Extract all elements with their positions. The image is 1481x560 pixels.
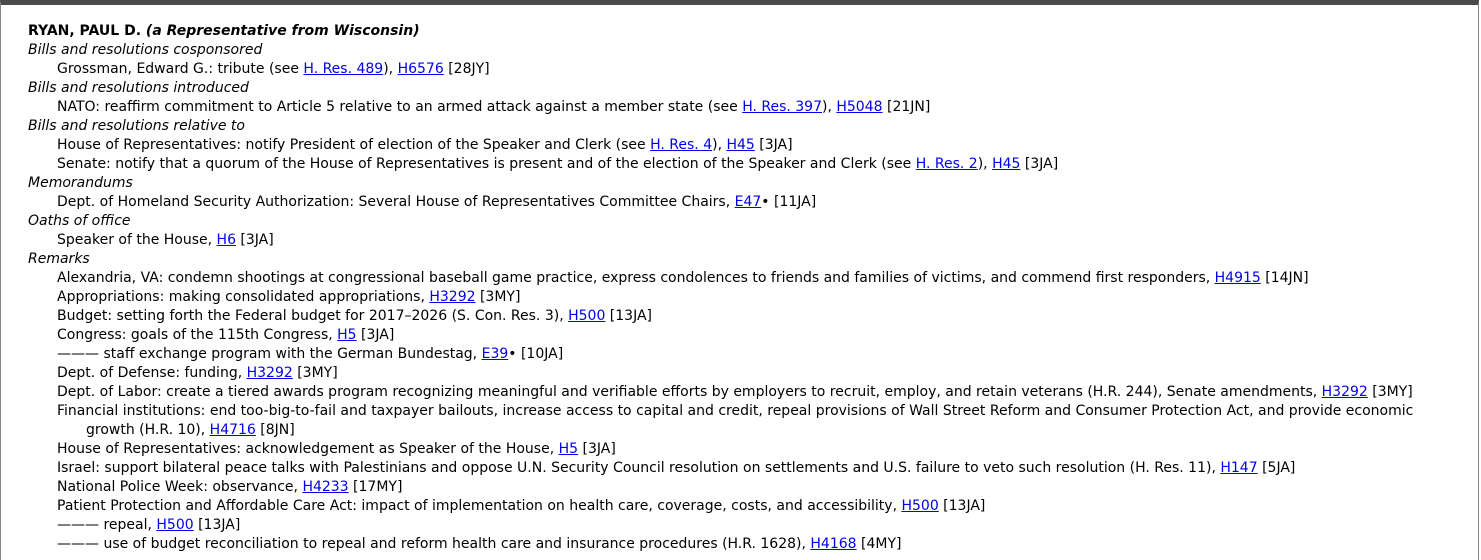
entry-date: [3JA] xyxy=(1020,156,1059,172)
entry-text: Dept. of Defense: funding, xyxy=(57,365,247,381)
reference-link[interactable]: H. Res. 4 xyxy=(650,137,713,153)
entry-text: [3JA] xyxy=(235,232,274,248)
entry-text: [13JA] xyxy=(193,517,241,533)
index-line xyxy=(28,402,1471,421)
index-line xyxy=(28,326,1471,345)
entry-text: ), xyxy=(383,61,398,77)
entry-text: [13JA] xyxy=(938,498,986,514)
index-line xyxy=(28,497,1471,516)
index-line xyxy=(28,440,1471,459)
entry-text: • [10JA] xyxy=(508,346,564,362)
reference-link[interactable]: H. Res. 2 xyxy=(915,156,978,172)
entry-text: growth (H.R. 10), xyxy=(86,422,210,438)
entry-text: [3JA] xyxy=(356,327,395,343)
entry-text: Congress: goals of the 115th Congress, xyxy=(57,327,338,343)
index-line xyxy=(28,478,1471,497)
entry-text: Patient Protection and Affordable Care Act: impact of implementation on health care, coverage, costs, and accessibility, xyxy=(57,498,902,514)
reference-link[interactable]: H500 xyxy=(568,308,606,324)
index-line xyxy=(28,193,1471,212)
page-link[interactable]: H6576 xyxy=(397,61,444,77)
entry-text: [3MY] xyxy=(1367,384,1413,400)
index-line xyxy=(28,535,1471,554)
entry-text: [17MY] xyxy=(348,479,403,495)
index-line xyxy=(28,383,1471,402)
index-line xyxy=(28,288,1471,307)
member-heading xyxy=(28,22,1471,41)
entry-text: Speaker of the House, xyxy=(57,232,217,248)
index-line-continuation xyxy=(28,421,1471,440)
entry-text: [5JA] xyxy=(1257,460,1296,476)
entry-text: [3JA] xyxy=(578,441,616,457)
reference-link[interactable]: E47 xyxy=(734,194,762,210)
entry-text: • [11JA] xyxy=(761,194,817,210)
entry-text: Alexandria, VA: condemn shootings at congressional baseball game practice, express condolences to friends and families of victims, and commend first responders, xyxy=(57,270,1215,286)
entry-text: Grossman, Edward G.: tribute (see xyxy=(57,61,304,77)
reference-link[interactable]: H4233 xyxy=(302,479,349,495)
index-line xyxy=(28,307,1471,326)
section-heading: Bills and resolutions cosponsored xyxy=(28,42,263,58)
reference-link[interactable]: H4168 xyxy=(810,536,857,552)
section-heading: Oaths of office xyxy=(28,213,131,229)
reference-link[interactable]: H5 xyxy=(558,441,579,457)
entry-text: ), xyxy=(712,137,727,153)
index-line xyxy=(28,60,1471,79)
member-description: (a Representative from Wisconsin) xyxy=(145,23,420,39)
section-heading: Bills and resolutions introduced xyxy=(28,80,249,96)
entry-text: Appropriations: making consolidated appropriations, xyxy=(57,289,430,305)
entry-text: ——— staff exchange program with the German Bundestag, xyxy=(57,346,482,362)
entry-date: [21JN] xyxy=(882,99,931,115)
index-line xyxy=(28,231,1471,250)
entry-text: Dept. of Homeland Security Authorization: Several House of Representatives Committee Chairs, xyxy=(57,194,735,210)
section-heading: Memorandums xyxy=(28,175,133,191)
entry-text: ), xyxy=(822,99,837,115)
entry-text: [3MY] xyxy=(292,365,338,381)
index-line xyxy=(28,364,1471,383)
reference-link[interactable]: H147 xyxy=(1220,460,1258,476)
entry-text: ), xyxy=(977,156,993,172)
reference-link[interactable]: H. Res. 489 xyxy=(303,61,384,77)
entry-text: House of Representatives: notify President of election of the Speaker and Clerk (see xyxy=(57,137,651,153)
member-name: RYAN, PAUL D. xyxy=(28,23,142,39)
reference-link[interactable]: H5 xyxy=(337,327,357,343)
index-line xyxy=(28,98,1471,117)
index-line xyxy=(28,269,1471,288)
index-line xyxy=(28,516,1471,535)
entry-text: ——— repeal, xyxy=(57,517,157,533)
entry-text: [13JA] xyxy=(605,308,653,324)
entry-text: [4MY] xyxy=(856,536,902,552)
section-heading: Bills and resolutions relative to xyxy=(28,118,245,134)
section-heading: Remarks xyxy=(28,251,90,267)
entry-text: [3MY] xyxy=(475,289,521,305)
entry-text: House of Representatives: acknowledgement as Speaker of the House, xyxy=(57,441,559,457)
entry-text: ——— use of budget reconciliation to repeal and reform health care and insurance procedures (H.R. 1628), xyxy=(57,536,811,552)
page-link[interactable]: H45 xyxy=(992,156,1021,172)
reference-link[interactable]: H. Res. 397 xyxy=(742,99,822,115)
entry-text: [14JN] xyxy=(1260,270,1309,286)
sections-list xyxy=(28,41,1471,554)
reference-link[interactable]: H3292 xyxy=(246,365,293,381)
reference-link[interactable]: H6 xyxy=(216,232,236,248)
index-line xyxy=(28,155,1471,174)
index-entry xyxy=(28,22,1471,554)
reference-link[interactable]: H500 xyxy=(901,498,939,514)
reference-link[interactable]: H3292 xyxy=(1321,384,1368,400)
entry-text: NATO: reaffirm commitment to Article 5 relative to an armed attack against a member state (see xyxy=(57,99,743,115)
page-link[interactable]: H45 xyxy=(726,137,755,153)
index-line xyxy=(28,136,1471,155)
entry-text: Budget: setting forth the Federal budget for 2017–2026 (S. Con. Res. 3), xyxy=(57,308,569,324)
reference-link[interactable]: H3292 xyxy=(429,289,476,305)
reference-link[interactable]: E39 xyxy=(481,346,509,362)
entry-text: Financial institutions: end too-big-to-fail and taxpayer bailouts, increase access to capital and credit, repeal provisions of Wall Street Reform and Consumer Protection Act, and provide economic xyxy=(57,403,1414,419)
entry-date: [28JY] xyxy=(443,61,490,77)
index-line xyxy=(28,459,1471,478)
entry-text: Senate: notify that a quorum of the House of Representatives is present and of the election of the Speaker and Clerk (see xyxy=(57,156,916,172)
entry-date: [3JA] xyxy=(754,137,793,153)
entry-text: National Police Week: observance, xyxy=(57,479,303,495)
reference-link[interactable]: H500 xyxy=(156,517,194,533)
entry-text: [8JN] xyxy=(255,422,295,438)
entry-text: Dept. of Labor: create a tiered awards program recognizing meaningful and verifiable efforts by employers to recruit, employ, and retain veterans (H.R. 244), Senate amendments, xyxy=(57,384,1322,400)
entry-text: Israel: support bilateral peace talks with Palestinians and oppose U.N. Security Council resolution on settlements and U.S. failure to veto such resolution (H. Res. 11), xyxy=(57,460,1221,476)
index-line xyxy=(28,345,1471,364)
reference-link[interactable]: H4716 xyxy=(209,422,256,438)
page-link[interactable]: H5048 xyxy=(836,99,883,115)
reference-link[interactable]: H4915 xyxy=(1214,270,1261,286)
